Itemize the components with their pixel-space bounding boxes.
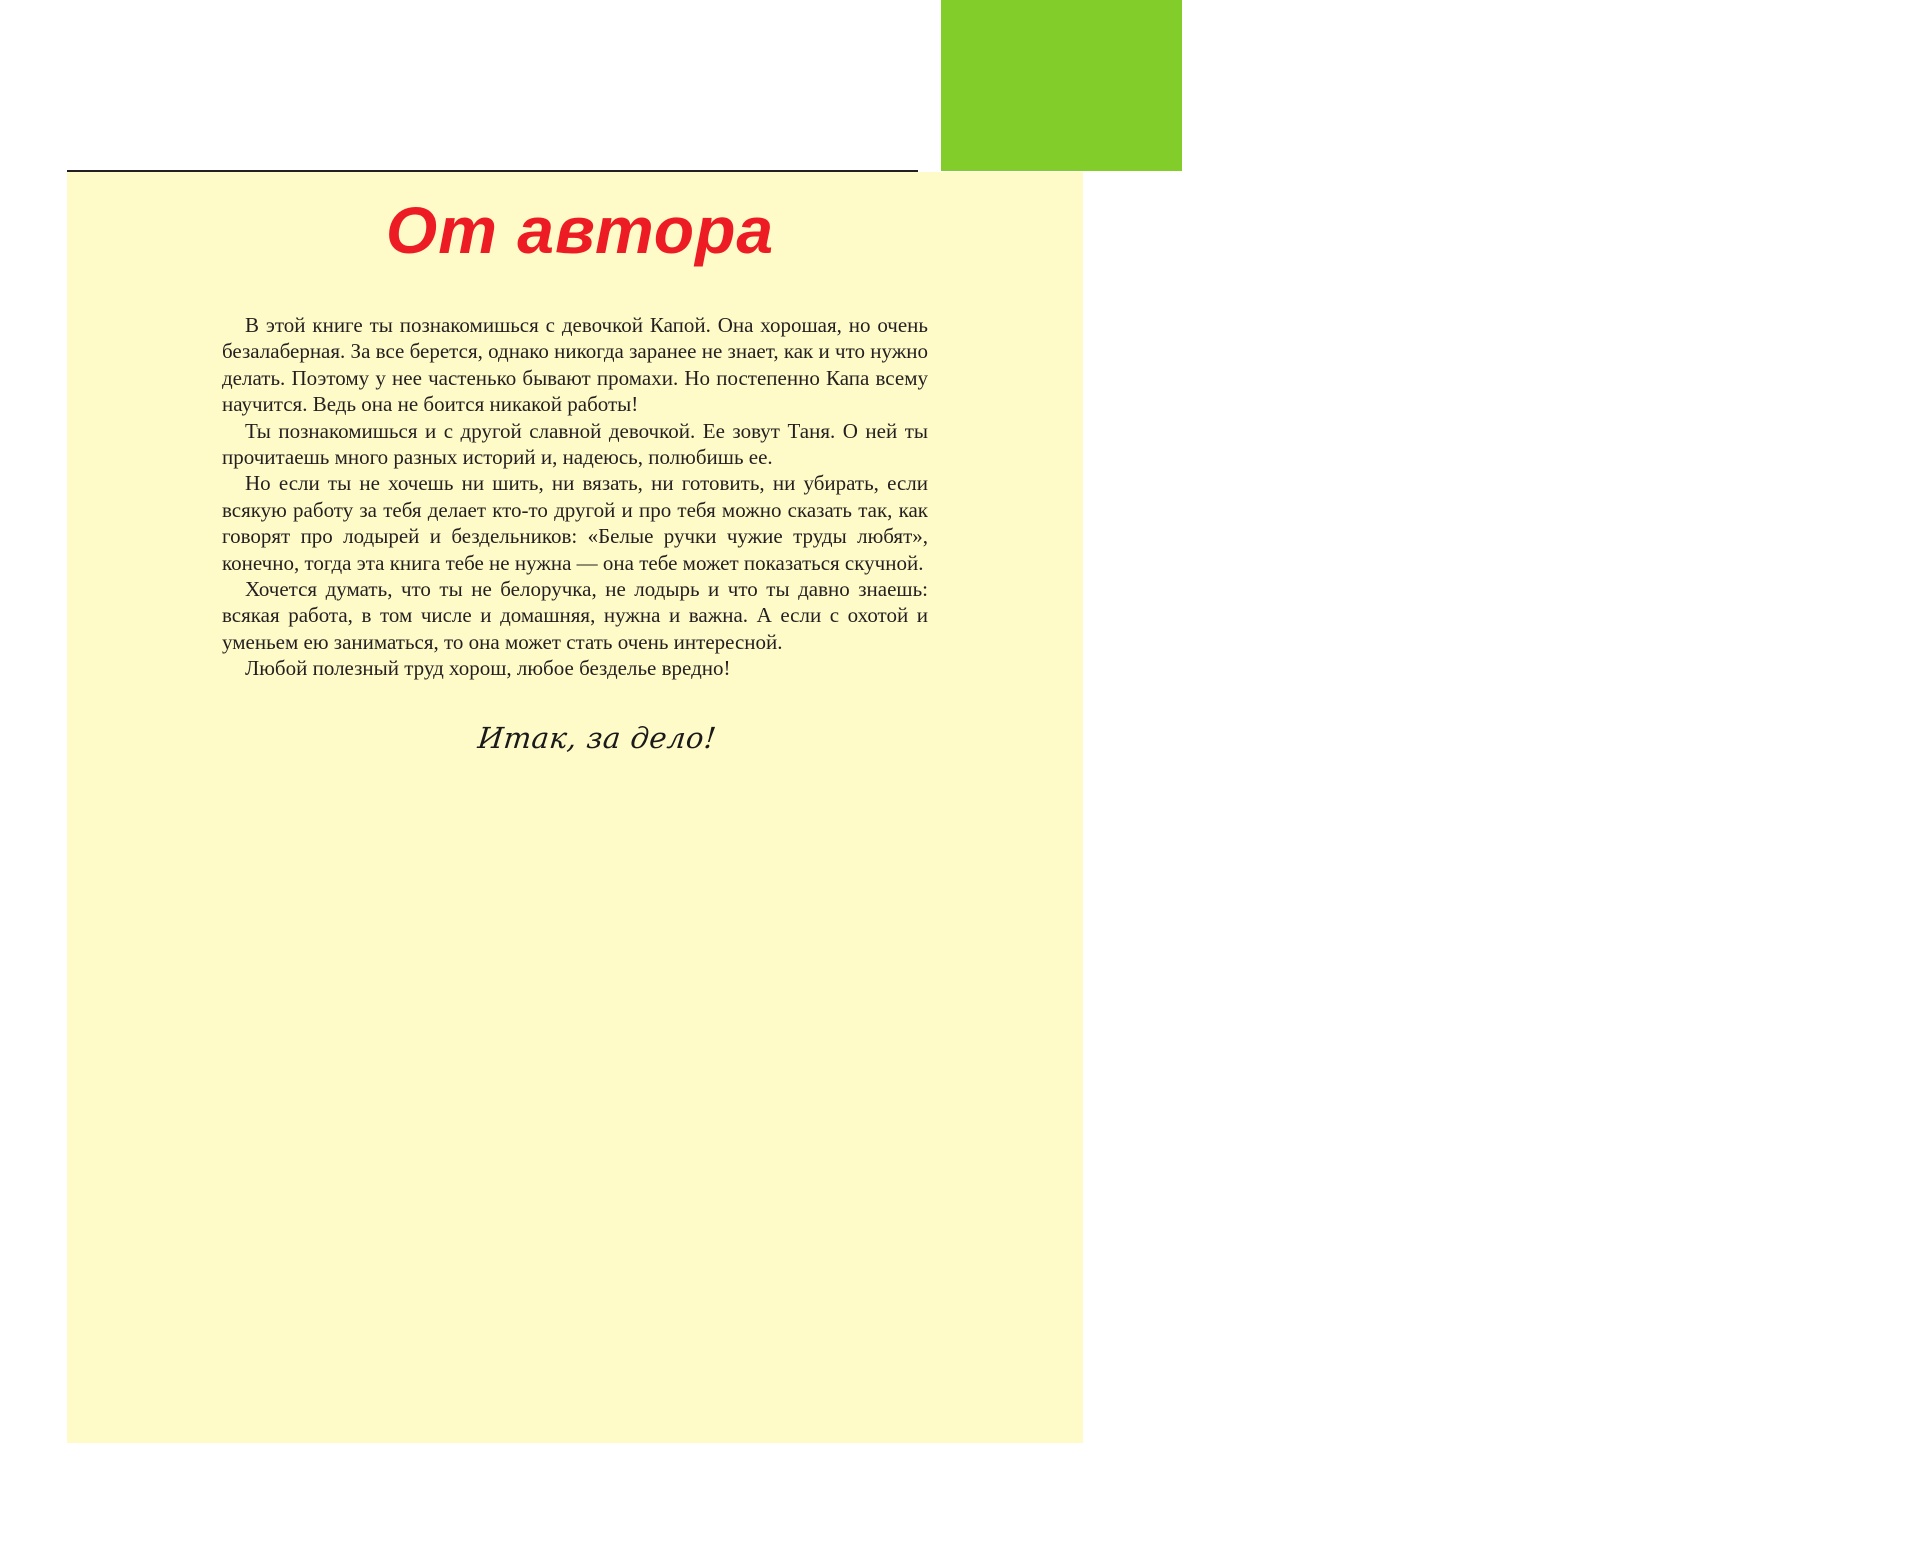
handwritten-signature: Итак, за дело! xyxy=(476,721,719,755)
page-number: 3 xyxy=(1899,111,1924,157)
paragraph: Но если ты не хочешь ни шить, ни вязать, ни готовить, ни убирать, если всякую работу за тебя делает кто-то другой и про тебя можно сказать так, как говорят про лодырей и бездельников: «Белые ручки чужие труды любят», конечно, тогда эта книга тебе не нужна — она тебе может показаться скучной. xyxy=(222,471,928,575)
paragraph: Ты познакомишься и с другой славной девочкой. Ее зовут Таня. О ней ты прочитаешь много разных историй и, надеюсь, полюбишь ее. xyxy=(222,418,928,470)
paragraph: Любой полезный труд хорош, любое безделье вредно! xyxy=(245,656,731,681)
page-number-tab xyxy=(941,0,1924,171)
body-text xyxy=(222,312,928,682)
page-title: От автора xyxy=(385,193,775,267)
paragraph: В этой книге ты познакомишься с девочкой Капой. Она хорошая, но очень безалаберная. За все берется, однако никогда заранее не знает, как и что нужно делать. Поэтому у нее частенько бывают промахи. Но постепенно Капа всему научится. Ведь она не боится никакой работы! xyxy=(222,313,928,417)
paragraph: Хочется думать, что ты не белоручка, не лодырь и что ты давно знаешь: всякая работа, в том числе и домашняя, нужна и важна. А если с охотой и уменьем ею заниматься, то она может стать очень интересной. xyxy=(222,577,928,654)
